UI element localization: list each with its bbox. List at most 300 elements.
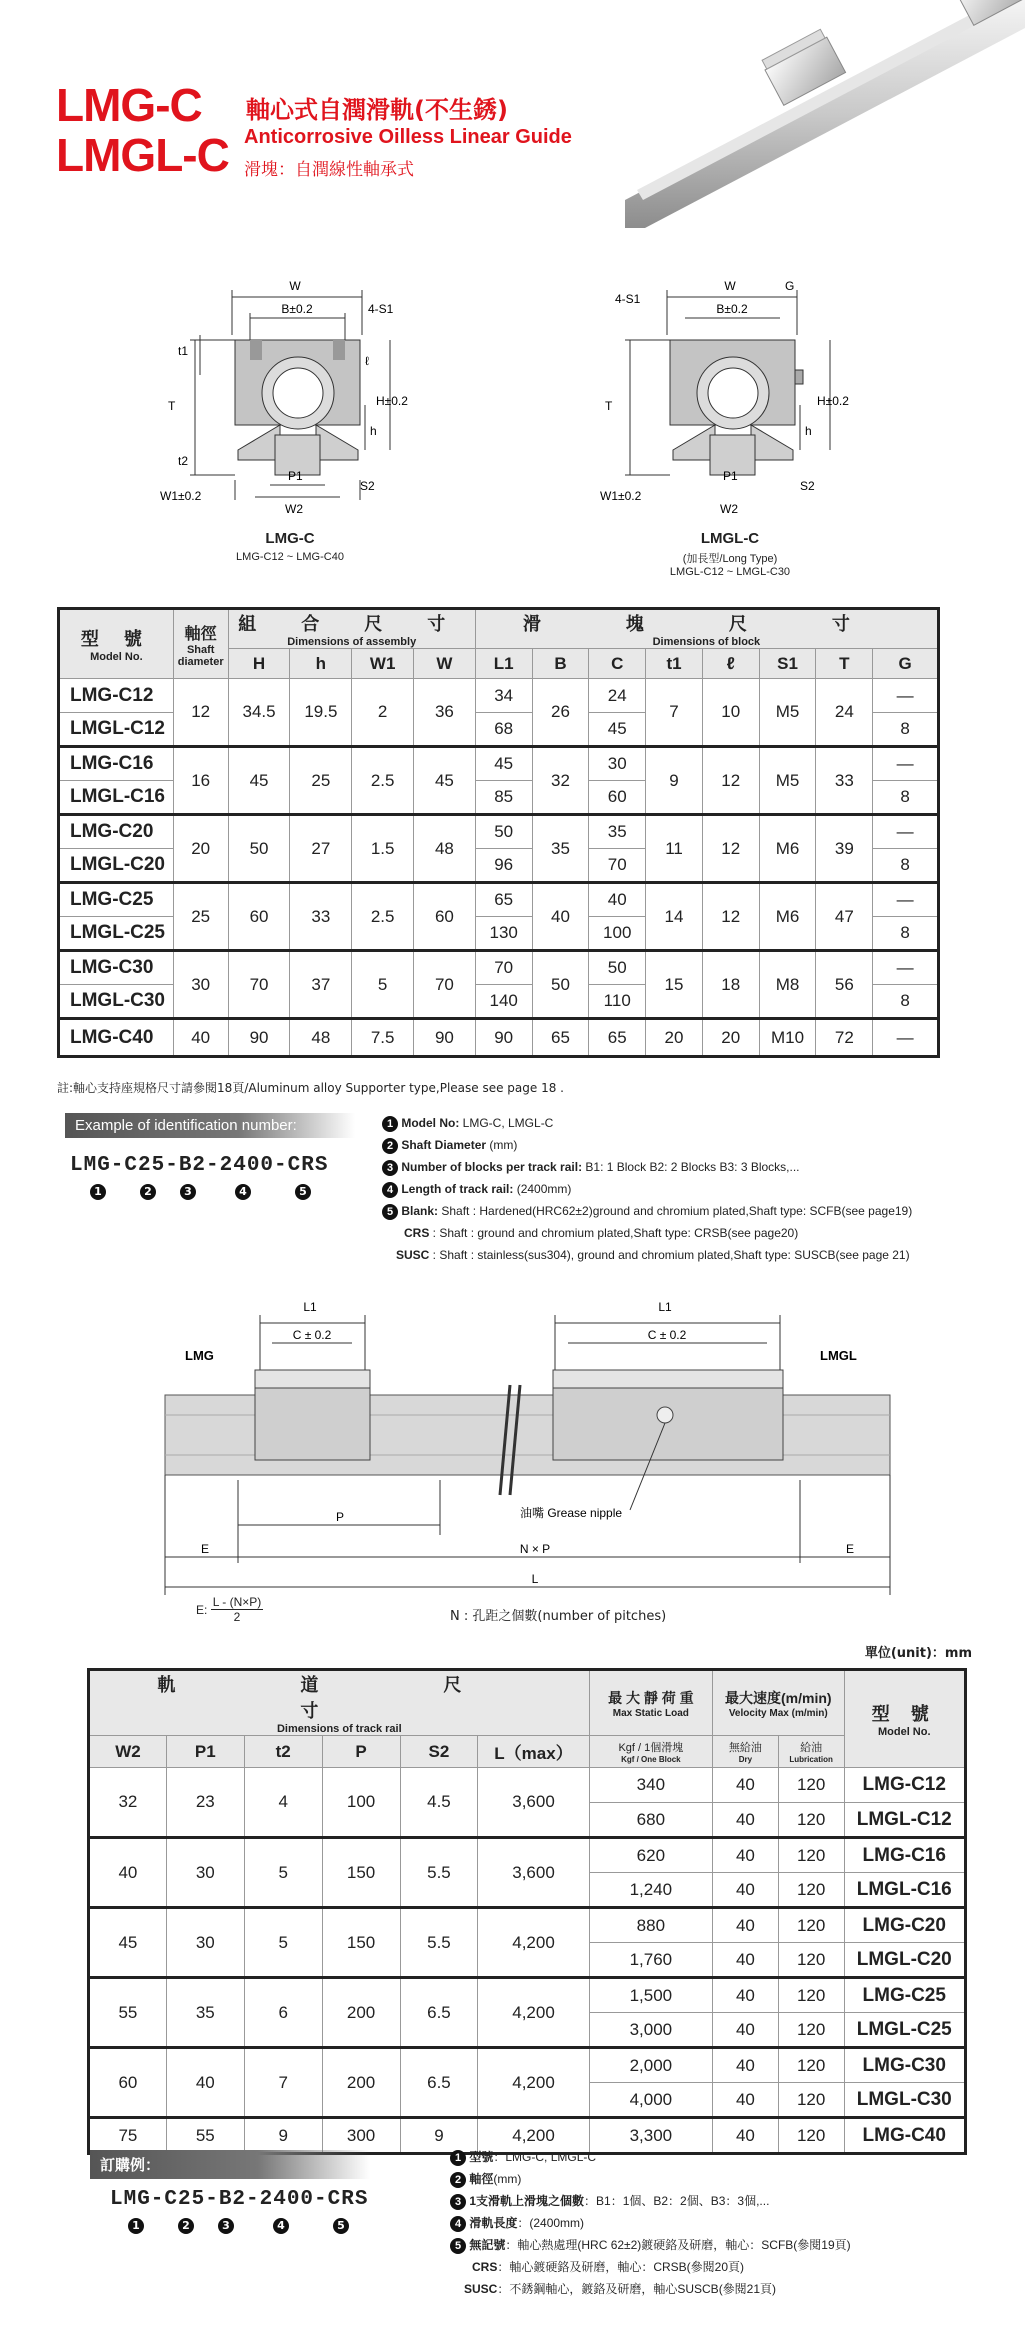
value-T: 47 <box>834 906 854 926</box>
col-label: G <box>898 653 912 673</box>
model-name: LMG-C12 <box>70 684 154 706</box>
model-name: LMG-C16 <box>862 1844 946 1866</box>
value-B: 26 <box>550 702 570 721</box>
value-h: 27 <box>311 838 331 858</box>
value-W1: 1.5 <box>370 838 395 858</box>
model-name: LMGL-C12 <box>70 718 165 739</box>
item-key: Length of track rail: <box>401 1182 514 1196</box>
col-label: T <box>839 653 850 673</box>
item-text: Shaft : Hardened(HRC62±2)ground and chromium plated,Shaft type: SCFB(see page19) <box>438 1204 913 1218</box>
value-C: 65 <box>607 1027 627 1047</box>
value-B: 35 <box>550 838 570 858</box>
value-S2: 9 <box>434 2125 444 2145</box>
value-dry: 40 <box>735 1985 755 2005</box>
item-number: 3 <box>382 1160 398 1176</box>
model-title-2: LMGL-C <box>56 129 229 181</box>
value-h: 33 <box>311 906 331 926</box>
label-p1: P1 <box>723 469 738 483</box>
value-h: 37 <box>311 974 331 994</box>
th-col <box>400 1736 478 1768</box>
value-P: 150 <box>346 1862 376 1882</box>
value-load: 880 <box>636 1915 666 1935</box>
table-row <box>59 883 939 917</box>
value-L1: 70 <box>494 958 514 977</box>
item-number: 1 <box>450 2150 466 2166</box>
item-text: ：B1：1個、B2：2個、B3：3個,... <box>584 2194 770 2208</box>
value-B: 50 <box>550 974 570 994</box>
table-row <box>89 1768 966 1803</box>
value-t1: 20 <box>664 1027 684 1047</box>
example-subitem <box>450 2278 1010 2300</box>
label-e-right: E <box>845 1542 855 1556</box>
model-name: LMGL-C20 <box>70 854 165 875</box>
label-g: G <box>785 279 795 293</box>
th-col <box>89 1736 167 1768</box>
model-name: LMGL-C20 <box>856 1948 952 1970</box>
th-load-en: Max Static Load <box>612 1707 689 1719</box>
diagram-right-type: (加長型/Long Type) <box>682 553 778 565</box>
value-P1: 55 <box>195 2125 215 2145</box>
value-T: 33 <box>834 770 854 790</box>
value-L1: 45 <box>494 754 514 773</box>
subitem-key: CRS <box>404 1226 430 1240</box>
label-w1: W1±0.2 <box>600 489 642 503</box>
value-l: 20 <box>721 1027 741 1047</box>
value-P: 300 <box>346 2125 376 2145</box>
value-L1: 85 <box>494 787 514 806</box>
th-lub <box>778 1736 844 1768</box>
value-l: 10 <box>721 702 741 721</box>
value-W: 70 <box>434 974 454 994</box>
example-item <box>382 1178 1002 1200</box>
table-row <box>59 679 939 713</box>
value-G: 8 <box>900 991 910 1010</box>
th-col <box>702 649 759 679</box>
value-t1: 15 <box>664 974 684 994</box>
value-L: 4,200 <box>512 2125 555 2145</box>
th-load <box>589 1670 712 1736</box>
value-P1: 30 <box>195 1862 215 1882</box>
example-item <box>450 2168 1010 2190</box>
th-load-sub <box>589 1736 712 1768</box>
label-l: ℓ <box>365 354 369 368</box>
code-part-number: 5 <box>295 1184 311 1200</box>
label-p1: P1 <box>288 469 303 483</box>
example-item <box>450 2212 1010 2234</box>
label-lmg: LMG <box>185 1348 214 1363</box>
value-S1: M6 <box>775 838 800 858</box>
th-model-en: Model No. <box>877 1726 931 1738</box>
th-load-sub-en: Kgf / One Block <box>621 1755 681 1764</box>
value-G: 8 <box>900 855 910 874</box>
example-item <box>450 2234 1010 2256</box>
col-label: W1 <box>369 653 396 673</box>
lmgl-c-section-diagram <box>595 275 855 520</box>
shaft-diameter: 25 <box>191 906 211 926</box>
label-h-total: H±0.2 <box>817 394 849 408</box>
formula-numerator: L - (N×P) <box>212 1595 262 1609</box>
model-title-1: LMG-C <box>56 79 202 131</box>
label-nxp: N × P <box>519 1542 551 1556</box>
subitem-key: SUSC <box>464 2282 498 2296</box>
table-row <box>89 1978 966 2013</box>
value-l: 12 <box>721 838 741 858</box>
value-dry: 40 <box>735 2125 755 2145</box>
value-load: 340 <box>636 1775 666 1794</box>
value-t1: 7 <box>669 702 679 721</box>
col-label: P1 <box>194 1741 216 1761</box>
value-G: — <box>896 822 914 841</box>
item-number: 4 <box>450 2216 466 2232</box>
th-col <box>589 649 646 679</box>
col-label: S1 <box>777 653 798 673</box>
value-W: 90 <box>434 1027 454 1047</box>
item-key: Number of blocks per track rail: <box>401 1160 583 1174</box>
value-load: 620 <box>636 1845 666 1865</box>
value-t1: 9 <box>669 770 679 790</box>
value-C: 30 <box>607 754 627 773</box>
th-col <box>475 649 532 679</box>
th-col <box>478 1736 589 1768</box>
value-d: 40 <box>191 1027 211 1047</box>
label-l1-left: L1 <box>303 1300 317 1314</box>
label-h: h <box>370 424 377 438</box>
label-b: B±0.2 <box>716 302 748 316</box>
pitch-note: N : 孔距之個數(number of pitches) <box>450 1609 667 1624</box>
value-lub: 120 <box>796 2055 826 2075</box>
th-shaft-en: Shaft diameter <box>177 643 224 668</box>
value-W: 36 <box>434 702 454 721</box>
zh-title: 軸心式自潤滑軌(不生銹) <box>246 96 508 124</box>
value-S1: M6 <box>775 906 800 926</box>
item-number: 5 <box>382 1204 398 1220</box>
example-item <box>382 1134 1002 1156</box>
supporter-note: 註:軸心支持座規格尺寸請參閱18頁/Aluminum alloy Supporter type,Please see page 18 . <box>57 1081 564 1095</box>
value-W2: 60 <box>118 2072 138 2092</box>
model-name: LMGL-C25 <box>856 2018 952 2040</box>
th-model-cn: 型 號 <box>80 629 152 649</box>
th-velocity <box>713 1670 844 1736</box>
value-P1: 35 <box>195 2002 215 2022</box>
value-l: 18 <box>721 974 741 994</box>
item-key: Shaft Diameter <box>401 1138 487 1152</box>
th-col <box>352 649 414 679</box>
th-dry <box>713 1736 779 1768</box>
item-number: 2 <box>382 1138 398 1154</box>
value-lub: 120 <box>796 1915 826 1935</box>
th-model <box>844 1670 965 1768</box>
value-load: 1,240 <box>629 1879 673 1899</box>
value-lub: 120 <box>796 1985 826 2005</box>
item-number: 3 <box>450 2194 466 2210</box>
value-L1: 96 <box>494 855 514 874</box>
value-t1: 14 <box>664 906 684 926</box>
value-P: 100 <box>346 1792 376 1811</box>
th-col <box>414 649 476 679</box>
th-vel-cn: 最大速度(m/min) <box>725 1689 832 1706</box>
value-S1: M5 <box>775 770 800 790</box>
th-shaft <box>173 609 228 679</box>
model-name: LMG-C40 <box>70 1026 154 1048</box>
th-assembly-en: Dimensions of assembly <box>287 636 417 648</box>
value-l: 12 <box>721 906 741 926</box>
value-T: 39 <box>834 838 854 858</box>
value-H: 90 <box>249 1027 269 1047</box>
value-L1: 34 <box>494 685 514 705</box>
value-h: 48 <box>311 1027 331 1047</box>
value-W: 48 <box>434 838 454 858</box>
col-label: L1 <box>493 653 514 673</box>
label-s1: 4-S1 <box>615 292 641 306</box>
value-C: 70 <box>607 855 627 874</box>
col-label: h <box>315 653 327 673</box>
model-name: LMG-C40 <box>862 2124 946 2146</box>
code-part-number: 4 <box>235 1184 251 1200</box>
value-h: 19.5 <box>304 702 338 721</box>
example-subitem <box>382 1222 1002 1244</box>
value-W2: 55 <box>118 2002 138 2022</box>
col-label: t2 <box>275 1741 291 1761</box>
th-col <box>532 649 589 679</box>
value-L1: 68 <box>494 719 514 738</box>
value-dry: 40 <box>735 1949 755 1969</box>
th-col <box>873 649 939 679</box>
col-label: W <box>436 653 453 673</box>
label-w2: W2 <box>285 502 303 516</box>
model-name: LMGL-C30 <box>70 990 165 1011</box>
value-h: 25 <box>311 770 331 790</box>
example-item <box>382 1112 1002 1134</box>
label-t: T <box>605 399 613 413</box>
value-dry: 40 <box>735 1775 755 1794</box>
item-number: 1 <box>382 1116 398 1132</box>
model-name: LMGL-C16 <box>856 1878 952 1900</box>
model-name: LMG-C30 <box>70 957 154 978</box>
item-text: ：LMG-C, LMGL-C <box>493 2150 597 2164</box>
label-h: h <box>805 424 812 438</box>
value-load: 3,300 <box>629 2125 673 2145</box>
value-C: 40 <box>607 890 627 909</box>
value-lub: 120 <box>796 1879 826 1899</box>
th-block <box>475 609 938 649</box>
value-G: — <box>896 890 914 909</box>
value-S2: 6.5 <box>427 2002 451 2022</box>
value-W2: 75 <box>118 2125 138 2145</box>
subitem-key: CRS <box>472 2260 498 2274</box>
th-shaft-cn: 軸徑 <box>184 625 217 643</box>
model-name: LMGL-C25 <box>70 922 165 943</box>
value-lub: 120 <box>796 1775 826 1794</box>
label-e-left: E <box>200 1542 210 1556</box>
label-l1-right: L1 <box>658 1300 672 1314</box>
table-row <box>59 1019 939 1057</box>
value-G: — <box>896 958 914 977</box>
col-label: C <box>611 653 624 673</box>
example-subitem <box>382 1244 1002 1266</box>
value-L: 4,200 <box>512 2072 555 2092</box>
value-dry: 40 <box>735 2019 755 2039</box>
th-lub-cn: 給油 <box>800 1742 823 1754</box>
item-text: (mm) <box>486 1138 518 1152</box>
label-w: W <box>724 279 736 293</box>
value-S1: M5 <box>775 702 800 721</box>
value-W1: 5 <box>377 974 388 994</box>
item-key: Blank: <box>401 1204 439 1218</box>
value-S2: 4.5 <box>427 1792 451 1811</box>
label-w: W <box>289 279 301 293</box>
col-label: H <box>252 653 266 673</box>
value-W1: 2.5 <box>370 906 395 926</box>
label-c-right: C ± 0.2 <box>647 1328 687 1342</box>
product-photo <box>625 0 1025 230</box>
value-S1: M10 <box>771 1027 805 1047</box>
table-row <box>59 951 939 985</box>
item-text: LMG-C, LMGL-C <box>459 1116 554 1130</box>
item-text: ：軸心熱處理(HRC 62±2)鍍硬鉻及研磨，軸心：SCFB(參閱19頁) <box>505 2238 851 2252</box>
col-label: B <box>554 653 567 673</box>
item-text: (mm) <box>493 2172 522 2186</box>
value-P: 150 <box>346 1932 376 1952</box>
model-name: LMG-C16 <box>70 753 154 774</box>
value-L: 4,200 <box>512 2002 555 2022</box>
value-S2: 5.5 <box>427 1932 451 1952</box>
th-load-sub-cn: Kgf / 1個滑塊 <box>618 1742 684 1754</box>
model-name: LMG-C30 <box>862 2054 946 2076</box>
value-P1: 30 <box>195 1932 215 1952</box>
code-part-number: 1 <box>128 2218 144 2234</box>
value-P: 200 <box>346 2002 376 2022</box>
code-part-number: 5 <box>333 2218 349 2234</box>
value-t2: 6 <box>278 2002 288 2022</box>
value-load: 1,500 <box>629 1985 673 2005</box>
item-text: (2400mm) <box>513 1182 572 1196</box>
label-s2: S2 <box>360 479 375 493</box>
th-block-cn: 滑 塊 尺 寸 <box>522 614 890 634</box>
value-L1: 65 <box>494 890 514 909</box>
value-W2: 32 <box>118 1792 138 1811</box>
th-model-cn: 型 號 <box>871 1704 937 1724</box>
label-w2: W2 <box>720 502 738 516</box>
value-dry: 40 <box>735 1879 755 1899</box>
th-col <box>228 649 290 679</box>
value-load: 680 <box>636 1809 666 1829</box>
value-B: 40 <box>550 906 570 926</box>
code-part-number: 4 <box>273 2218 289 2234</box>
shaft-diameter: 20 <box>191 838 211 858</box>
value-W2: 40 <box>118 1862 138 1882</box>
value-load: 4,000 <box>629 2089 673 2109</box>
item-key: 無記號 <box>469 2238 506 2252</box>
example-item <box>450 2146 1010 2168</box>
item-key: 滑軌長度 <box>469 2216 518 2230</box>
subitem-text: ：不銹鋼軸心，鍍鉻及研磨，軸心SUSCB(參閱21頁) <box>497 2282 777 2296</box>
code-part-number: 3 <box>180 1184 196 1200</box>
item-number: 4 <box>382 1182 398 1198</box>
value-W2: 45 <box>118 1932 138 1952</box>
code-part-number: 2 <box>178 2218 194 2234</box>
th-load-cn: 最 大 靜 荷 重 <box>608 1689 694 1706</box>
value-C: 100 <box>603 923 632 942</box>
code-part-number: 3 <box>218 2218 234 2234</box>
th-col <box>166 1736 244 1768</box>
col-label: S2 <box>428 1741 450 1761</box>
value-G: 8 <box>900 787 910 806</box>
item-key: 1支滑軌上滑塊之個數 <box>469 2194 585 2208</box>
value-W: 60 <box>434 906 454 926</box>
value-S2: 6.5 <box>427 2072 451 2092</box>
label-lmgl: LMGL <box>820 1348 857 1363</box>
example-code: LMG-C25-B2-2400-CRS <box>70 1154 329 1177</box>
value-C: 35 <box>607 822 627 841</box>
value-W1: 7.5 <box>370 1027 395 1047</box>
label-h-total: H±0.2 <box>376 394 408 408</box>
value-t2: 7 <box>278 2072 288 2092</box>
lmg-c-section-diagram <box>150 275 408 520</box>
value-t2: 9 <box>278 2125 288 2145</box>
table-row <box>59 815 939 849</box>
example-item <box>382 1156 1002 1178</box>
shaft-diameter: 30 <box>191 974 211 994</box>
item-key: 軸徑 <box>469 2172 494 2186</box>
th-track-cn: 軌 道 尺 寸 <box>157 1675 522 1721</box>
table-row <box>89 1838 966 1873</box>
value-S2: 5.5 <box>427 1862 451 1882</box>
code-part-number: 2 <box>140 1184 156 1200</box>
value-lub: 120 <box>796 2125 826 2145</box>
item-text: B1: 1 Block B2: 2 Blocks B3: 3 Blocks,... <box>582 1160 800 1174</box>
th-block-en: Dimensions of block <box>652 636 761 648</box>
table-row <box>59 747 939 781</box>
th-model-en: Model No. <box>90 651 143 663</box>
value-t1: 11 <box>665 838 683 858</box>
block-dimension-table <box>57 607 940 1058</box>
value-L: 4,200 <box>512 1932 555 1952</box>
value-H: 45 <box>249 770 269 790</box>
subitem-text: ：軸心鍍硬鉻及研磨，軸心：CRSB(參閱20頁) <box>497 2260 745 2274</box>
th-dry-cn: 無給油 <box>728 1742 762 1754</box>
shaft-diameter: 16 <box>191 770 211 790</box>
value-T: 24 <box>834 702 854 721</box>
diagram-right-name: LMGL-C <box>700 530 760 547</box>
item-number: 2 <box>450 2172 466 2188</box>
th-col <box>290 649 352 679</box>
example-items <box>382 1112 1002 1266</box>
label-t: T <box>168 399 176 413</box>
value-L: 3,600 <box>512 1792 555 1811</box>
value-lub: 120 <box>796 2019 826 2039</box>
th-col <box>816 649 873 679</box>
value-H: 60 <box>249 906 269 926</box>
zh-subtitle: 滑塊：自潤線性軸承式 <box>244 160 414 180</box>
value-t2: 4 <box>278 1792 288 1811</box>
value-L1: 130 <box>489 923 518 942</box>
model-name: LMG-C25 <box>70 889 154 910</box>
model-name: LMG-C25 <box>862 1984 946 2006</box>
col-label: P <box>355 1741 367 1761</box>
th-model <box>59 609 174 679</box>
value-load: 2,000 <box>629 2055 673 2075</box>
order-example-items <box>450 2146 1010 2300</box>
value-W: 45 <box>434 770 454 790</box>
label-grease-nipple: 油嘴 Grease nipple <box>520 1506 623 1520</box>
shaft-diameter: 12 <box>191 702 211 721</box>
value-B: 32 <box>550 770 570 790</box>
col-label: L（max） <box>494 1744 573 1763</box>
model-name: LMG-C12 <box>862 1774 946 1795</box>
value-L: 3,600 <box>512 1862 555 1882</box>
example-item <box>382 1200 1002 1222</box>
unit-label: 單位(unit)：mm <box>864 1646 972 1661</box>
